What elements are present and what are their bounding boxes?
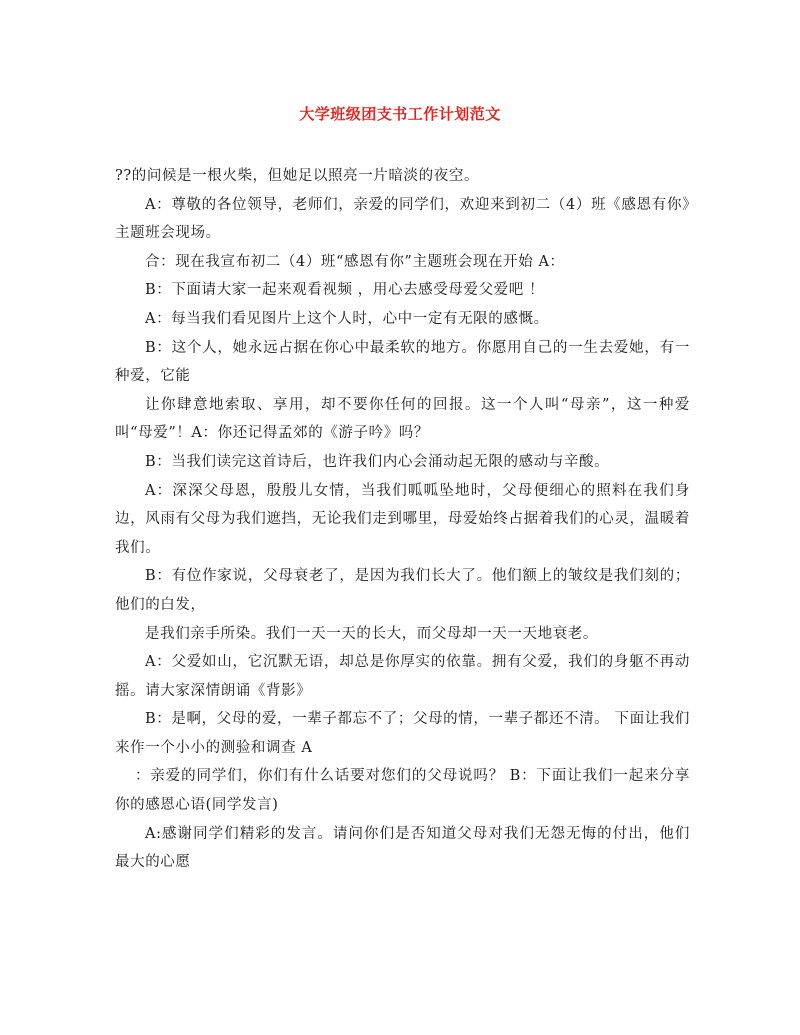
paragraph: A:感谢同学们精彩的发言。请问你们是否知道父母对我们无怨无悔的付出，他们最大的心愿 (115, 825, 690, 871)
paragraph: ：亲爱的同学们，你们有什么话要对您们的父母说吗？ B：下面让我们一起来分享你的感恩心语(同学发言) (115, 768, 690, 814)
paragraph: B：下面请大家一起来观看视频 ，用心去感受母爱父爱吧 ！ (145, 282, 545, 299)
paragraph: B：是啊，父母的爱，一辈子都忘不了；父母的情，一辈子都还不清。 下面让我们来作一个小小的测验和调查 A (115, 711, 690, 756)
paragraph: 让你肆意地索取、享用，却不要你任何的回报。这一个人叫“母亲”，这一种爱叫“母爱”！A：你还记得孟郊的《游子吟》吗？ (115, 396, 690, 442)
paragraph: A：每当我们看见图片上这个人时，心中一定有无限的感慨。 (145, 310, 549, 327)
paragraph: ??的问候是一根火柴，但她足以照亮一片暗淡的夜空。 (115, 168, 480, 184)
paragraph: B：当我们读完这首诗后，也许我们内心会涌动起无限的感动与辛酸。 (145, 453, 610, 470)
paragraph: A：父爱如山，它沉默无语，却总是你厚实的依靠。拥有父爱，我们的身躯不再动摇。请大家深情朗诵《背影》 (115, 654, 690, 699)
paragraph: B：有位作家说，父母衰老了，是因为我们长大了。他们额上的皱纹是我们刻的；他们的白发， (115, 568, 690, 613)
paragraph: A：尊敬的各位领导，老师们，亲爱的同学们，欢迎来到初二（4）班《感恩有你》主题班会现场。 (115, 196, 690, 242)
paragraph: A：深深父母恩，殷殷儿女情，当我们呱呱坠地时，父母便细心的照料在我们身边，风雨有父母为我们遮挡，无论我们走到哪里，母爱始终占据着我们的心灵，温暖着我们。 (115, 482, 690, 556)
document-title: 大学班级团支书工作计划范文 (299, 105, 501, 123)
paragraph: B：这个人，她永远占据在你心中最柔软的地方。你愿用自己的一生去爱她，有一种爱，它能 (115, 339, 690, 385)
paragraph: 是我们亲手所染。我们一天一天的长大，而父母却一天一天地衰老。 (145, 625, 598, 642)
document-body (115, 162, 690, 877)
paragraph: 合：现在我宣布初二（4）班“感恩有你”主题班会现在开始 A： (145, 253, 565, 270)
